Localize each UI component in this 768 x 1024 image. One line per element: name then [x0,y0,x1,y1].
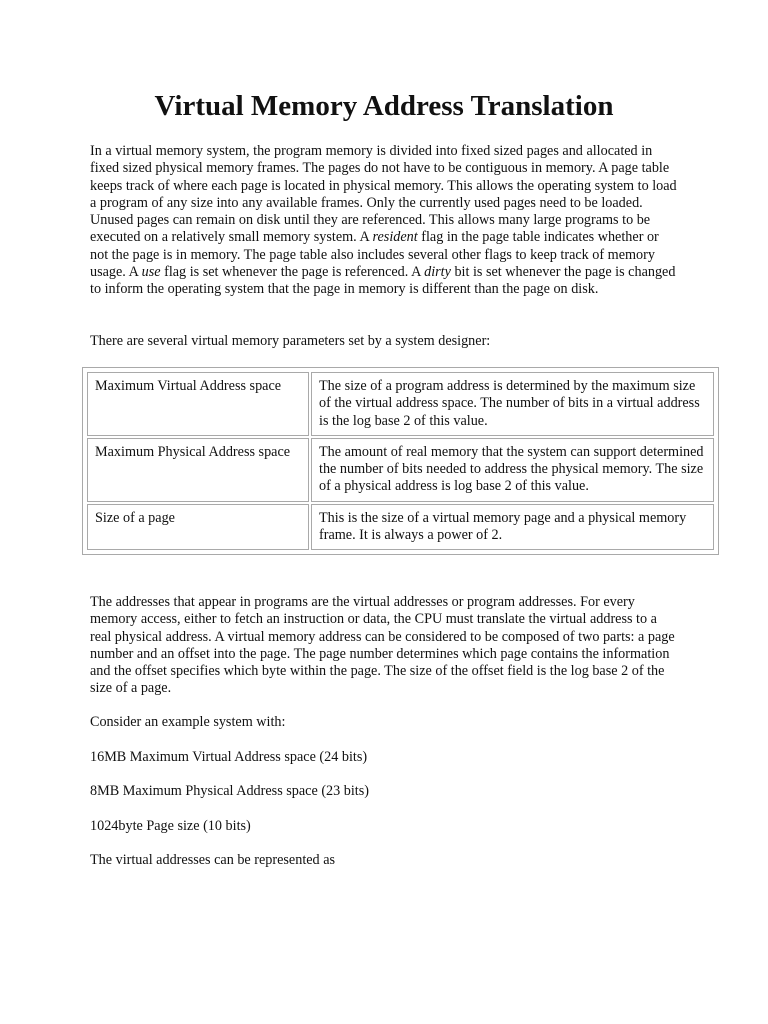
use-term: use [141,264,161,281]
table-row [87,372,714,436]
intro-text-1: In a virtual memory system, the program memory is divided into fixed sized pages and allocated in fixed sized physical memory frames. The pages do not have to be contiguous in memory. A page table keeps track of where each page is located in physical memory. This allows the operating system to load a program of any size into any available frames. Only the currently used pages need to be loaded. Unused pages can remain on disk until they are referenced. This allows many large programs to be executed on a relatively small memory system. A [90,143,677,246]
document-page [90,88,704,868]
intro-text-2: flag in the page table indicates whether or not the page is in memory. The page table also includes several other flags to keep track of memory usage. A [90,229,659,281]
example-virtual-space: 16MB Maximum Virtual Address space (24 bits) [90,749,368,765]
table-row [87,504,714,551]
intro-text-3: flag is set whenever the page is referenced. A [160,264,425,281]
dirty-term: dirty [424,264,451,281]
intro-text-4: bit is set whenever the page is changed to inform the operating system that the page in memory is different than the page on disk. [90,264,676,298]
param-name: Maximum Physical Address space [87,438,309,502]
param-description: This is the size of a virtual memory page and a physical memory frame. It is always a power of 2. [311,504,714,551]
resident-term: resident [372,229,418,246]
virtual-repr-line: The virtual addresses can be represented as [90,852,336,868]
example-physical-space: 8MB Maximum Physical Address space (23 bits) [90,783,369,799]
param-name: Maximum Virtual Address space [87,372,309,436]
table-row [87,438,714,502]
page-title: Virtual Memory Address Translation [154,90,614,122]
intro-paragraph [90,143,678,299]
param-name: Size of a page [87,504,309,551]
param-description: The amount of real memory that the system can support determined the number of bits needed to address the physical memory. The size of a physical address is log base 2 of this value. [311,438,714,502]
consider-line: Consider an example system with: [90,714,286,730]
param-description: The size of a program address is determined by the maximum size of the virtual address space. The number of bits in a virtual address is the log base 2 of this value. [311,372,714,436]
parameters-table [82,367,719,555]
params-lead-in: There are several virtual memory parameters set by a system designer: [90,333,491,349]
example-page-size: 1024byte Page size (10 bits) [90,818,251,834]
addresses-paragraph: The addresses that appear in programs are the virtual addresses or program addresses. For every memory access, either to fetch an instruction or data, the CPU must translate the virtual address to a real physical address. A virtual memory address can be considered to be composed of two parts: a page number and an offset into the page. The page number determines which page contains the information and the offset specifies which byte within the page. The size of the offset field is the log base 2 of the size of a page. [90,594,675,697]
